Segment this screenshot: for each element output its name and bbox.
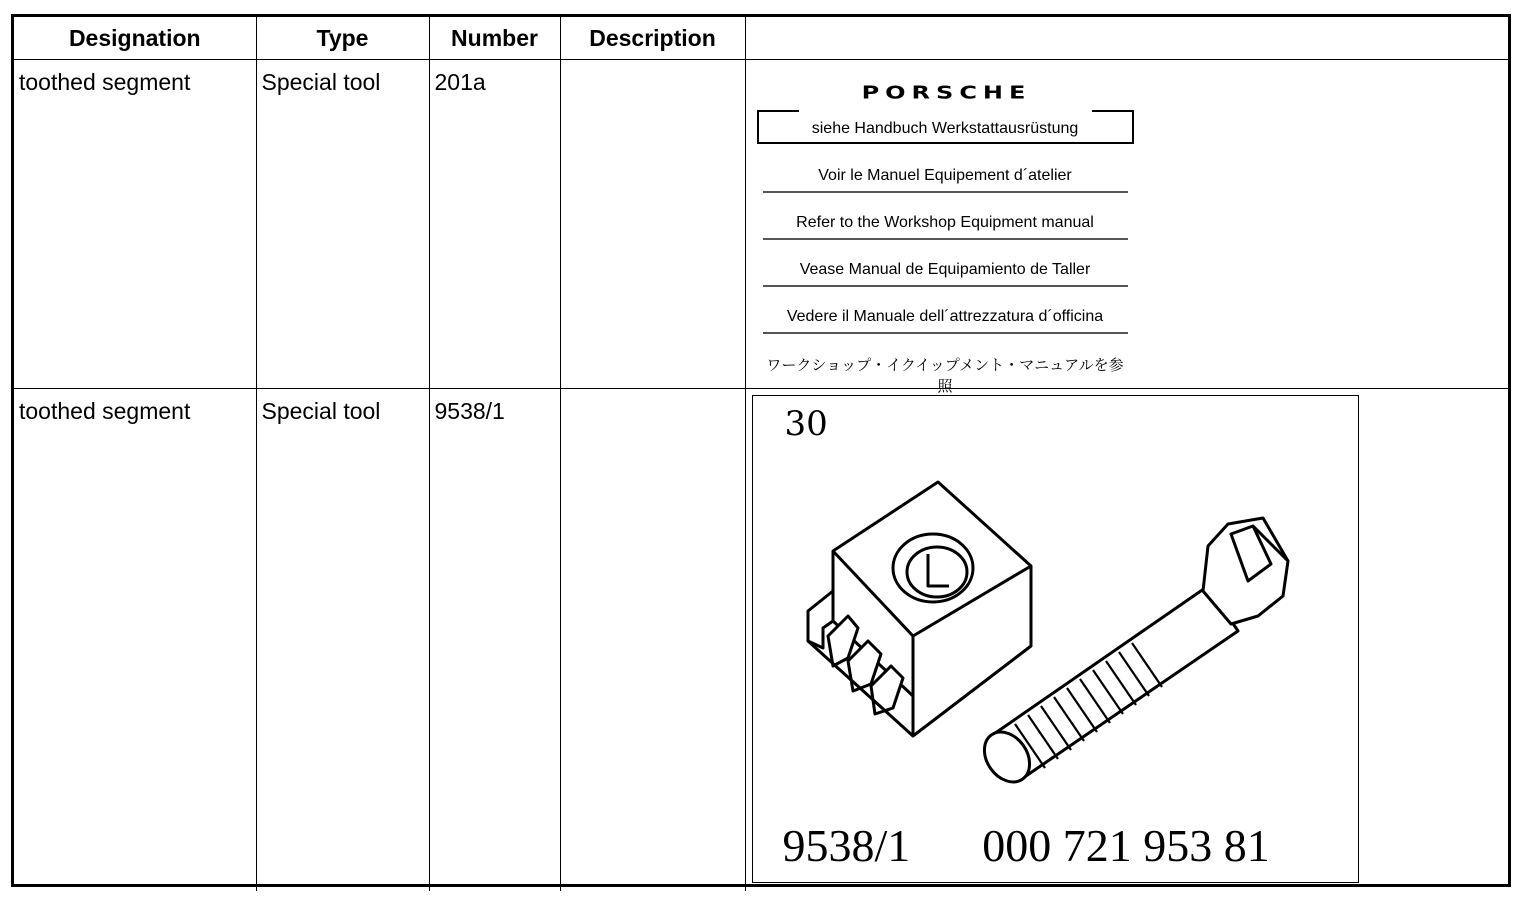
reference-line-fr: Voir le Manuel Equipement d´atelier <box>763 167 1128 193</box>
header-designation: Designation <box>14 17 256 60</box>
cell-description <box>560 389 745 891</box>
cell-designation: toothed segment <box>14 389 256 891</box>
reference-line-ja: ワークショップ・イクイップメント・マニュアルを参照 <box>766 357 1124 395</box>
tool-drawing <box>752 395 1359 883</box>
cell-designation: toothed segment <box>14 60 256 389</box>
drawing-part-numbers <box>783 819 1270 872</box>
table-row <box>14 389 1508 891</box>
cell-number: 9538/1 <box>429 389 560 891</box>
drawing-part-number: 000 721 953 81 <box>982 820 1270 871</box>
reference-line-de: siehe Handbuch Werkstattausrüstung <box>811 120 1079 137</box>
header-number: Number <box>429 17 560 60</box>
reference-line-it: Vedere il Manuale dell´attrezzatura d´officina <box>763 308 1128 334</box>
cell-illustration <box>745 60 1508 395</box>
drawing-index: 30 <box>784 404 828 444</box>
porsche-logo: PORSCHE <box>861 82 1032 103</box>
drawing-tool-number: 9538/1 <box>782 820 911 871</box>
toothed-segment-and-bolt-illustration <box>753 396 1360 884</box>
cell-illustration <box>745 389 1508 891</box>
reference-line-es: Vease Manual de Equipamiento de Taller <box>763 261 1128 287</box>
cell-number: 201a <box>429 60 560 389</box>
reference-line-en: Refer to the Workshop Equipment manual <box>763 214 1128 240</box>
tool-sheet <box>11 14 1511 887</box>
cell-type: Special tool <box>256 389 429 891</box>
header-illustration <box>745 17 1508 60</box>
header-type: Type <box>256 17 429 60</box>
cell-type: Special tool <box>256 60 429 389</box>
cell-description <box>560 60 745 389</box>
table-row <box>14 60 1508 389</box>
workshop-manual-reference <box>757 78 1157 395</box>
header-description: Description <box>560 17 745 60</box>
table-header-row <box>14 17 1508 60</box>
special-tools-table <box>14 17 1508 891</box>
